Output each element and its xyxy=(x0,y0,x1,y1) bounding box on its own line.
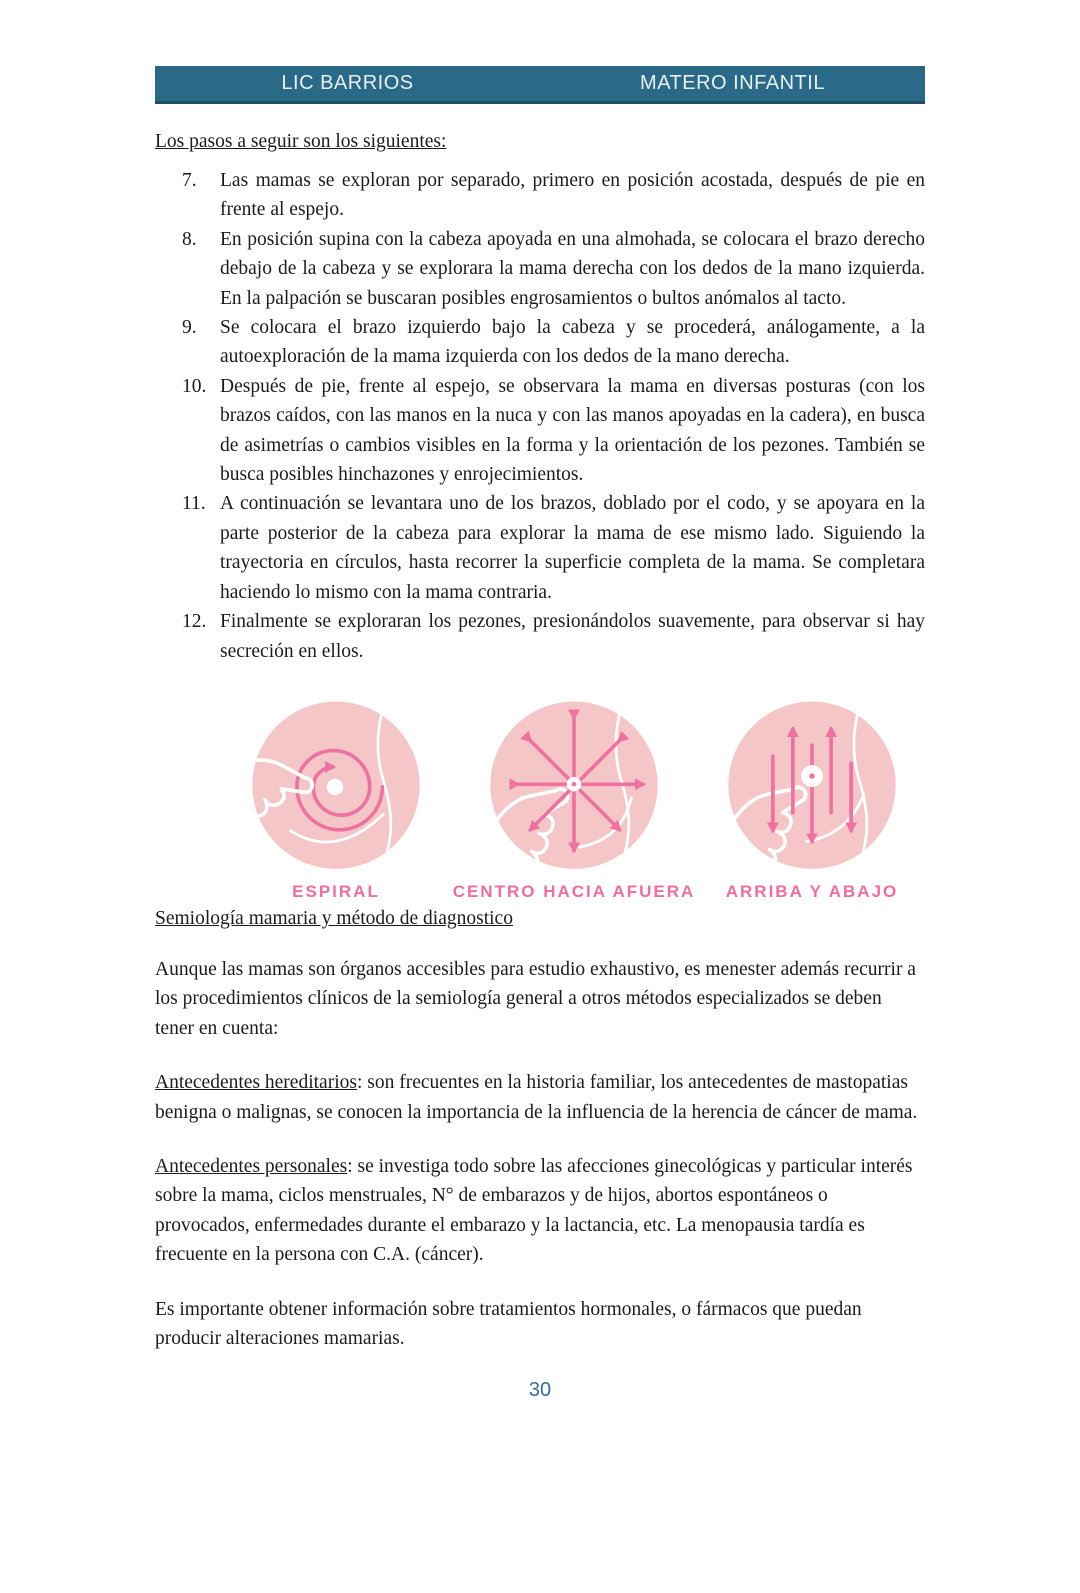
header-right-title: MATERO INFANTIL xyxy=(640,72,825,94)
step-text: Las mamas se exploran por separado, primero en posición acostada, después de pie en frente al espejo. xyxy=(220,170,925,221)
list-item-12 xyxy=(182,607,925,666)
breast-exam-method-figures xyxy=(155,696,925,902)
paragraph-lead: Antecedentes personales xyxy=(155,1155,348,1177)
paragraph-text: Es importante obtener información sobre tratamientos hormonales, o fármacos que puedan producir alteraciones mamarias. xyxy=(155,1298,862,1349)
step-text: Después de pie, frente al espejo, se observara la mama en diversas posturas (con los brazos caídos, con las manos en la nuca y con las manos apoyadas en la cadera), en busca de asimetrías o cambios visibles en la forma y la orientación de los pezones. También se busca posibles hinchazones y enrojecimientos. xyxy=(220,375,925,486)
step-number: 8. xyxy=(182,228,197,250)
step-number: 10. xyxy=(182,375,207,397)
step-text: Finalmente se exploraran los pezones, presionándolos suavemente, para observar si hay secreción en ellos. xyxy=(220,611,925,662)
center-outward-arrows-icon xyxy=(483,696,665,878)
step-text: A continuación se levantara uno de los brazos, doblado por el codo, y se apoyara en la parte posterior de la cabeza para explorar la mama de ese mismo lado. Siguiendo la trayectoria en círculos, hasta recorrer la superficie completa de la mama. Se completara haciendo lo mismo con la mama contraria. xyxy=(220,493,925,603)
paragraph-tratamientos-hormonales xyxy=(155,1295,925,1354)
list-item-9 xyxy=(182,313,925,372)
nipple-center-dot xyxy=(809,773,814,778)
paragraph-text: : se investiga todo sobre las afecciones ginecológicas y particular interés sobre la mama, ciclos menstruales, N° de embarazos y de hijos, abortos espontáneos o provocados, enfermedades durante el embarazo y la lactancia, etc. La menopausia tardía es frecuente en la persona con C.A. (cáncer). xyxy=(155,1155,913,1266)
paragraph-antecedentes-hereditarios xyxy=(155,1068,925,1127)
list-item-7 xyxy=(182,166,925,225)
page-number: 30 xyxy=(528,1379,552,1402)
up-down-arrows-icon xyxy=(721,696,903,878)
figure-arriba-y-abajo xyxy=(721,696,903,902)
steps-heading: Los pasos a seguir son los siguientes: xyxy=(155,131,447,152)
step-text: Se colocara el brazo izquierdo bajo la cabeza y se procederá, análogamente, a la autoexploración de la mama izquierda con los dedos de la mano derecha. xyxy=(220,317,925,368)
step-number: 9. xyxy=(182,317,197,339)
step-text: En posición supina con la cabeza apoyada en una almohada, se colocara el brazo derecho debajo de la cabeza y se explorara la mama derecha con los dedos de la mano izquierda. En la palpación se buscaran posibles engrosamientos o bultos anómalos al tacto. xyxy=(220,228,925,309)
list-item-8 xyxy=(182,225,925,313)
paragraph-antecedentes-personales xyxy=(155,1152,925,1270)
page-header-bar xyxy=(155,66,925,104)
document-body xyxy=(0,131,1080,1402)
nipple-center-dot xyxy=(572,782,577,787)
steps-list xyxy=(182,166,925,666)
figure-espiral xyxy=(245,696,427,902)
spiral-motion-icon xyxy=(245,696,427,878)
list-item-11 xyxy=(182,489,925,607)
header-left-title: LIC BARRIOS xyxy=(281,72,414,94)
step-number: 11. xyxy=(182,493,206,515)
nipple-dot xyxy=(327,779,343,795)
figure-espiral-label: ESPIRAL xyxy=(292,881,380,901)
step-number: 7. xyxy=(182,170,197,191)
figure-centro-hacia-afuera xyxy=(452,696,696,902)
paragraph-intro xyxy=(155,955,925,1043)
figure-centro-label: CENTRO HACIA AFUERA xyxy=(452,881,696,901)
semiologia-heading: Semiología mamaria y método de diagnostico xyxy=(155,907,513,929)
figure-arriba-abajo-label: ARRIBA Y ABAJO xyxy=(725,881,899,901)
paragraph-text: Aunque las mamas son órganos accesibles para estudio exhaustivo, es menester además recurrir a los procedimientos clínicos de la semiología general a otros métodos especializados se deben tener en cuenta: xyxy=(155,958,916,1039)
step-number: 12. xyxy=(182,611,207,633)
list-item-10 xyxy=(182,372,925,490)
paragraph-lead: Antecedentes hereditarios xyxy=(155,1072,357,1094)
paragraph-text: : son frecuentes en la historia familiar, los antecedentes de mastopatias benigna o malignas, se conocen la importancia de la influencia de la herencia de cáncer de mama. xyxy=(155,1072,918,1123)
